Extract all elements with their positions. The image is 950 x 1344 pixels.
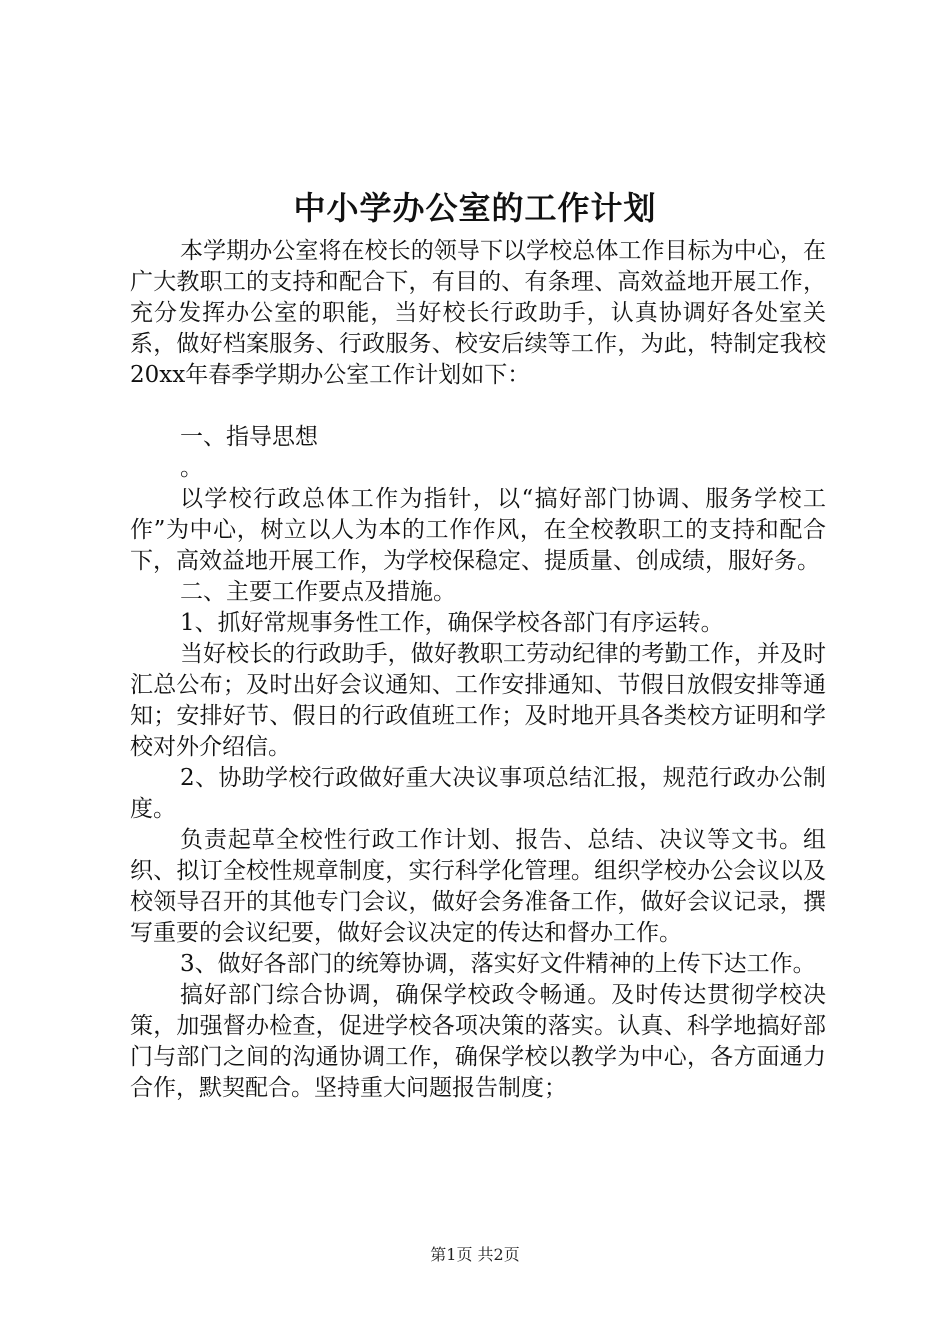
section-heading-main-points: 二、主要工作要点及措施。 <box>180 579 456 605</box>
item-1-paragraph: 当好校长的行政助手，做好教职工劳动纪律的考勤工作，并及时汇总公布；及时出好会议通知、工作安排通知、节假日放假安排等通知；安排好节、假日的行政值班工作；及时地开具各类校方证明和学校对外介绍信。 <box>130 641 826 760</box>
item-heading-2: 2、协助学校行政做好重大决议事项总结汇报，规范行政办公制度。 <box>130 765 826 822</box>
item-2-paragraph: 负责起草全校性行政工作计划、报告、总结、决议等文书。组织、拟订全校性规章制度，实行科学化管理。组织学校办公会议以及校领导召开的其他专门会议，做好会务准备工作，做好会议记录，撰写重要的会议纪要，做好会议决定的传达和督办工作。 <box>130 827 826 946</box>
item-heading-3: 3、做好各部门的统筹协调，落实好文件精神的上传下达工作。 <box>180 951 816 977</box>
item-heading-1: 1、抓好常规事务性工作，确保学校各部门有序运转。 <box>180 610 724 636</box>
document-body <box>130 236 826 1104</box>
stray-period-line: 。 <box>180 455 203 481</box>
item-3-paragraph: 搞好部门综合协调，确保学校政令畅通。及时传达贯彻学校决策，加强督办检查，促进学校各项决策的落实。认真、科学地搞好部门与部门之间的沟通协调工作，确保学校以教学为中心，各方面通力合作，默契配合。坚持重大问题报告制度； <box>130 982 826 1101</box>
page-footer: 第1页 共2页 <box>430 1245 520 1264</box>
intro-paragraph: 本学期办公室将在校长的领导下以学校总体工作目标为中心，在广大教职工的支持和配合下，有目的、有条理、高效益地开展工作，充分发挥办公室的职能，当好校长行政助手，认真协调好各处室关系，做好档案服务、行政服务、校安后续等工作，为此，特制定我校20xx年春季学期办公室工作计划如下： <box>130 238 826 388</box>
guiding-thought-paragraph: 以学校行政总体工作为指针，以“搞好部门协调、服务学校工作”为中心，树立以人为本的工作作风，在全校教职工的支持和配合下，高效益地开展工作，为学校保稳定、提质量、创成绩，服好务。 <box>130 486 826 574</box>
document-title: 中小学办公室的工作计划 <box>293 189 657 227</box>
section-heading-guiding-thought: 一、指导思想 <box>180 424 318 450</box>
